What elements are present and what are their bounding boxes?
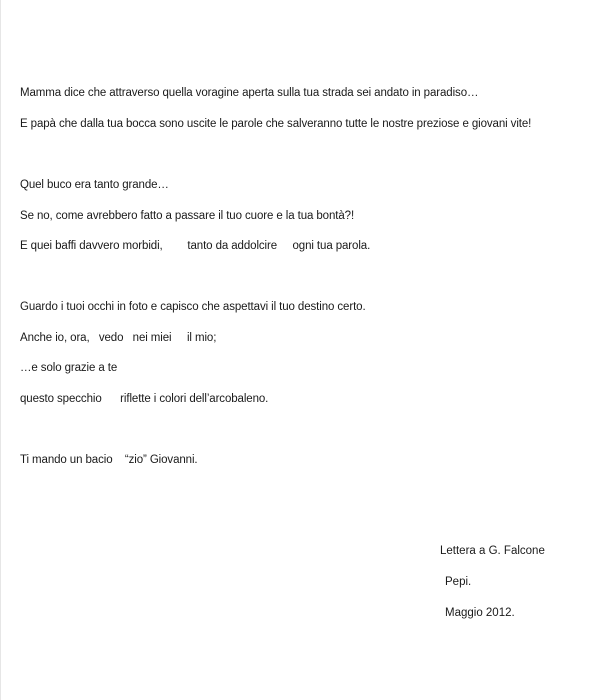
signature-date: Maggio 2012. — [445, 607, 515, 619]
letter-line: Mamma dice che attraverso quella voragine aperta sulla tua strada sei andato in paradiso… — [20, 87, 479, 99]
letter-line: …e solo grazie a te — [20, 362, 118, 374]
letter-closing: Ti mando un bacio “zio” Giovanni. — [20, 454, 198, 466]
signature-author: Pepi. — [445, 576, 472, 588]
letter-line: Quel buco era tanto grande… — [20, 179, 169, 191]
letter-line: E quei baffi davvero morbidi, tanto da addolcire ogni tua parola. — [20, 240, 371, 252]
letter-line: Anche io, ora, vedo nei miei il mio; — [20, 332, 217, 344]
letter-line: questo specchio riflette i colori dell’arcobaleno. — [20, 393, 269, 405]
letter-line: E papà che dalla tua bocca sono uscite le parole che salveranno tutte le nostre preziose e giovani vite! — [20, 118, 532, 130]
letter-line: Guardo i tuoi occhi in foto e capisco che aspettavi il tuo destino certo. — [20, 301, 366, 313]
signature-title: Lettera a G. Falcone — [440, 545, 545, 557]
letter-line: Se no, come avrebbero fatto a passare il tuo cuore e la tua bontà?! — [20, 210, 355, 222]
